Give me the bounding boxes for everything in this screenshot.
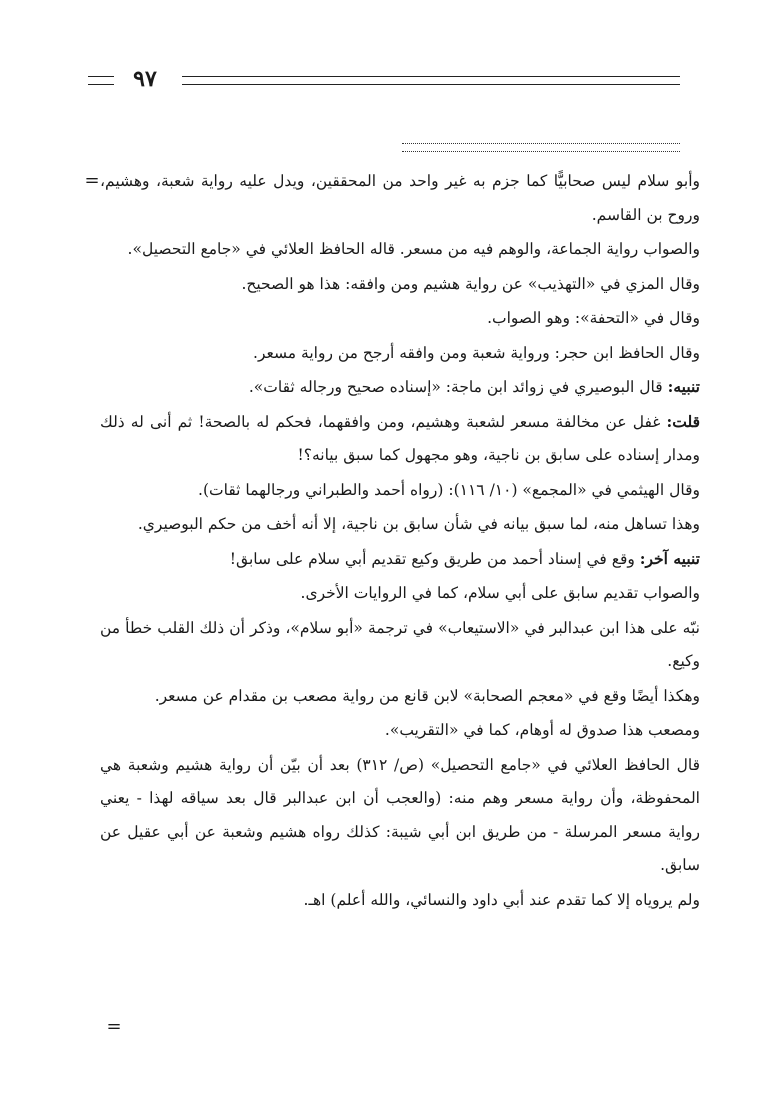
paragraph-16 bbox=[100, 883, 700, 918]
continuation-mark-bottom: = bbox=[106, 1016, 122, 1037]
paragraph-1 bbox=[100, 164, 700, 232]
paragraph-12 bbox=[100, 611, 700, 679]
footnote-text bbox=[100, 164, 700, 917]
paragraph-text: قال الحافظ العلائي في «جامع التحصيل» (ص/ ٣١٢) بعد أن بيّن أن رواية هشيم وشعبة هي المحفوظة، وأن رواية مسعر وهم منه: (والعجب أن ابن عبدالبر قال بعد سياقه لهذا - يعني رواية مسعر المرسلة - من طريق ابن أبي شيبة: كذلك رواه هشيم وشعبة عن أبي عقيل عن سابق. bbox=[100, 755, 701, 874]
paragraph-9 bbox=[100, 507, 700, 542]
paragraph-15 bbox=[100, 748, 700, 883]
paragraph-3 bbox=[100, 267, 700, 302]
paragraph-text: وقال الهيثمي في «المجمع» (١٠/ ١١٦): (رواه أحمد والطبراني ورجالهما ثقات). bbox=[198, 480, 700, 499]
paragraph-text: والصواب رواية الجماعة، والوهم فيه من مسعر. قاله الحافظ العلائي في «جامع التحصيل». bbox=[127, 240, 700, 258]
paragraph-text: والصواب تقديم سابق على أبي سلام، كما في الروايات الأخرى. bbox=[300, 584, 700, 602]
paragraph-text: قال البوصيري في زوائد ابن ماجة: «إسناده صحيح ورجاله ثقات». bbox=[248, 378, 668, 396]
paragraph-4 bbox=[100, 301, 700, 336]
paragraph-14 bbox=[100, 713, 700, 748]
paragraph-lead: تنبيه: bbox=[667, 377, 700, 396]
paragraph-text: ومصعب هذا صدوق له أوهام، كما في «التقريب». bbox=[384, 721, 700, 739]
paragraph-lead: قلت: bbox=[666, 411, 700, 431]
paragraph-text: وأبو سلام ليس صحابيًّا كما جزم به غير واحد من المحققين، ويدل عليه رواية شعبة، وهشيم، وروح بن القاسم. bbox=[100, 172, 700, 224]
paragraph-text: وهكذا أيضًا وقع في «معجم الصحابة» لابن قانع من رواية مصعب بن مقدام عن مسعر. bbox=[154, 686, 700, 705]
page-header bbox=[88, 64, 680, 94]
paragraph-text: ولم يروياه إلا كما تقدم عند أبي داود والنسائي، والله أعلم) اهـ. bbox=[303, 890, 700, 909]
paragraph-text: وقال المزي في «التهذيب» عن رواية هشيم ومن وافقه: هذا هو الصحيح. bbox=[241, 274, 700, 293]
paragraph-text: وقع في إسناد أحمد من طريق وكيع تقديم أبي سلام على سابق! bbox=[229, 549, 640, 568]
paragraph-5 bbox=[100, 336, 700, 371]
paragraph-7 bbox=[100, 405, 700, 473]
paragraph-text: وهذا تساهل منه، لما سبق بيانه في شأن سابق بن ناجية، إلا أنه أخف من حكم البوصيري. bbox=[137, 515, 700, 533]
paragraph-13 bbox=[100, 679, 700, 714]
footnote-separator-rule bbox=[402, 143, 680, 144]
page-number: ٩٧ bbox=[133, 66, 157, 92]
paragraph-11 bbox=[100, 576, 700, 611]
paragraph-text: غفل عن مخالفة مسعر لشعبة وهشيم، ومن وافقهما، فحكم له بالصحة! ثم أنى له ذلك ومدار إسناده على سابق بن ناجية، وهو مجهول كما سبق بيانه؟! bbox=[100, 412, 700, 464]
paragraph-text: نبّه على هذا ابن عبدالبر في «الاستيعاب» في ترجمة «أبو سلام»، وذكر أن ذلك القلب خطأ من وكيع. bbox=[100, 618, 700, 670]
paragraph-8 bbox=[100, 473, 700, 508]
header-right-rule bbox=[182, 76, 680, 85]
header-left-rule bbox=[88, 76, 114, 85]
paragraph-text: وقال الحافظ ابن حجر: ورواية شعبة ومن وافقه أرجح من رواية مسعر. bbox=[253, 343, 700, 362]
paragraph-6 bbox=[100, 370, 700, 405]
paragraph-text: وقال في «التحفة»: وهو الصواب. bbox=[487, 309, 700, 327]
paragraph-lead: تنبيه آخر: bbox=[639, 548, 700, 568]
continuation-mark-top: = bbox=[84, 170, 100, 191]
footnote-separator-rule-second bbox=[402, 151, 680, 152]
paragraph-2 bbox=[100, 232, 700, 267]
paragraph-10 bbox=[100, 542, 700, 577]
